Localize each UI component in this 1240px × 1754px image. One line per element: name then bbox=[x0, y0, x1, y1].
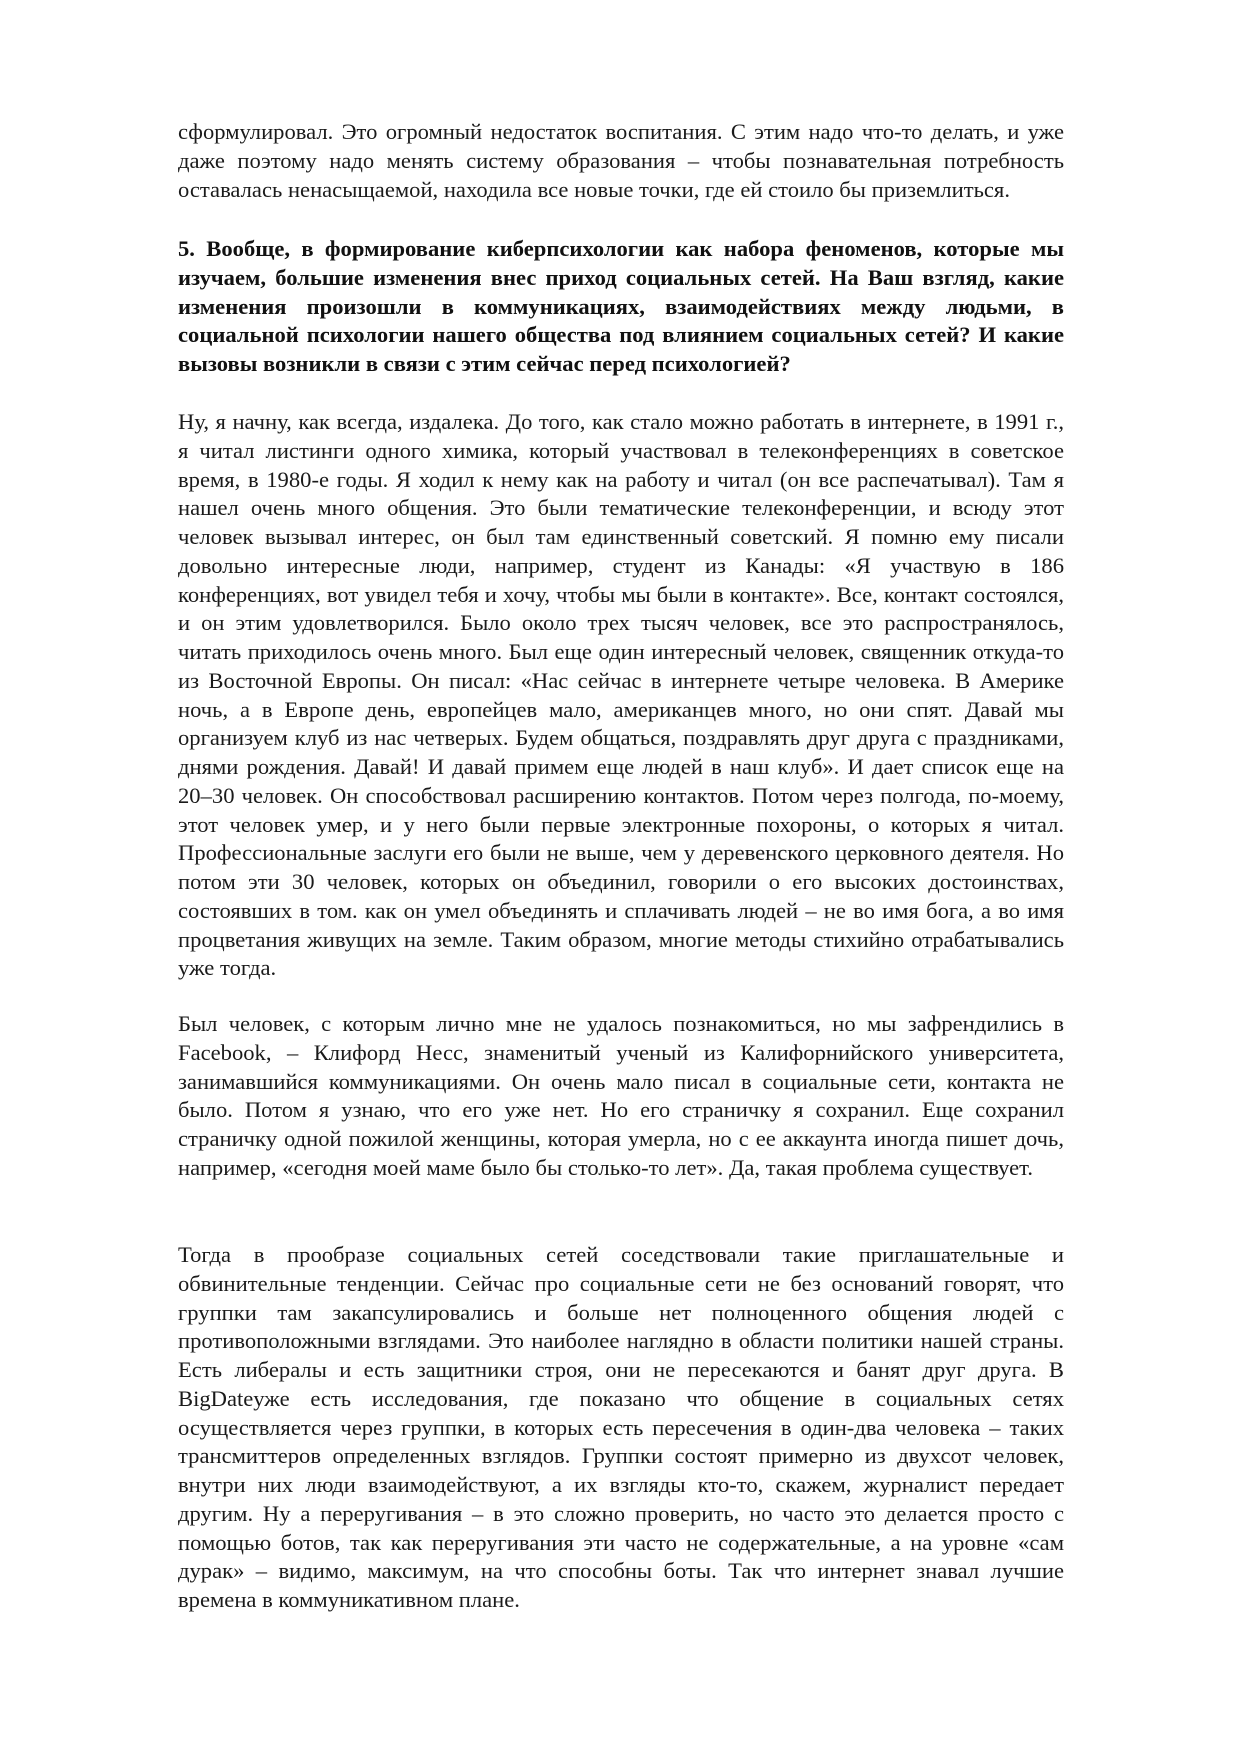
answer-paragraph-3: Тогда в прообразе социальных сетей соседствовали такие приглашательные и обвинительные тенденции. Сейчас про социальные сети не без оснований говорят, что группки там закапсулировались и больше нет полноценного общения людей с противоположными взглядами. Это наиболее наглядно в области политики нашей страны. Есть либералы и есть защитники строя, они не пересекаются и банят друг друга. В BigDateуже есть исследования, где показано что общение в социальных сетях осуществляется через группки, в которых есть пересечения в один-два человека – таких трансмиттеров определенных взглядов. Группки состоят примерно из двухсот человек, внутри них люди взаимодействуют, а их взгляды кто-то, скажем, журналист передает другим. Ну а переругивания – в это сложно проверить, но часто это делается просто с помощью ботов, так как переругивания эти часто не содержательные, а на уровне «сам дурак» – видимо, максимум, на что способны боты. Так что интернет знавал лучшие времена в коммуникативном плане. bbox=[178, 1242, 1064, 1612]
paragraph-intro: сформулировал. Это огромный недостаток воспитания. С этим надо что-то делать, и уже даже поэтому надо менять систему образования – чтобы познавательная потребность оставалась ненасыщаемой, находила все новые точки, где ей стоило бы приземлиться. bbox=[178, 119, 1064, 202]
question-heading-5: 5. Вообще, в формирование киберпсихологии как набора феноменов, которые мы изучаем, большие изменения внес приход социальных сетей. На Ваш взгляд, какие изменения произошли в коммуникациях, взаимодействиях между людьми, в социальной психологии нашего общества под влиянием социальных сетей? И какие вызовы возникли в связи с этим сейчас перед психологией? bbox=[178, 236, 1064, 376]
answer-paragraph-1: Ну, я начну, как всегда, издалека. До того, как стало можно работать в интернете, в 1991 г., я читал листинги одного химика, который участвовал в телеконференциях в советское время, в 1980-е годы. Я ходил к нему как на работу и читал (он все распечатывал). Там я нашел очень много общения. Это были тематические телеконференции, и всюду этот человек вызывал интерес, он был там единственный советский. Я помню ему писали довольно интересные люди, например, студент из Канады: «Я участвую в 186 конференциях, вот увидел тебя и хочу, чтобы мы были в контакте». Все, контакт состоялся, и он этим удовлетворился. Было около трех тысяч человек, все это распространялось, читать приходилось очень много. Был еще один интересный человек, священник откуда-то из Восточной Европы. Он писал: «Нас сейчас в интернете четыре человека. В Америке ночь, а в Европе день, европейцев мало, американцев много, но они спят. Давай мы организуем клуб из нас четверых. Будем общаться, поздравлять друг друга с праздниками, днями рождения. Давай! И давай примем еще людей в наш клуб». И дает список еще на 20–30 человек. Он способствовал расширению контактов. Потом через полгода, по-моему, этот человек умер, и у него были первые электронные похороны, о которых я читал. Профессиональные заслуги его были не выше, чем у деревенского церковного деятеля. Но потом эти 30 человек, которых он объединил, говорили о его высоких достоинствах, состоявших в том. как он умел объединять и сплачивать людей – не во имя бога, а во имя процветания живущих на земле. Таким образом, многие методы стихийно отрабатывались уже тогда. bbox=[178, 409, 1064, 981]
answer-paragraph-2: Был человек, с которым лично мне не удалось познакомиться, но мы зафрендились в Facebook, – Клифорд Несс, знаменитый ученый из Калифорнийского университета, занимавшийся коммуникациями. Он очень мало писал в социальные сети, контакта не было. Потом я узнаю, что его уже нет. Но его страничку я сохранил. Еще сохранил страничку одной пожилой женщины, которая умерла, но с ее аккаунта иногда пишет дочь, например, «сегодня моей маме было бы столько-то лет». Да, такая проблема существует. bbox=[178, 1011, 1064, 1180]
